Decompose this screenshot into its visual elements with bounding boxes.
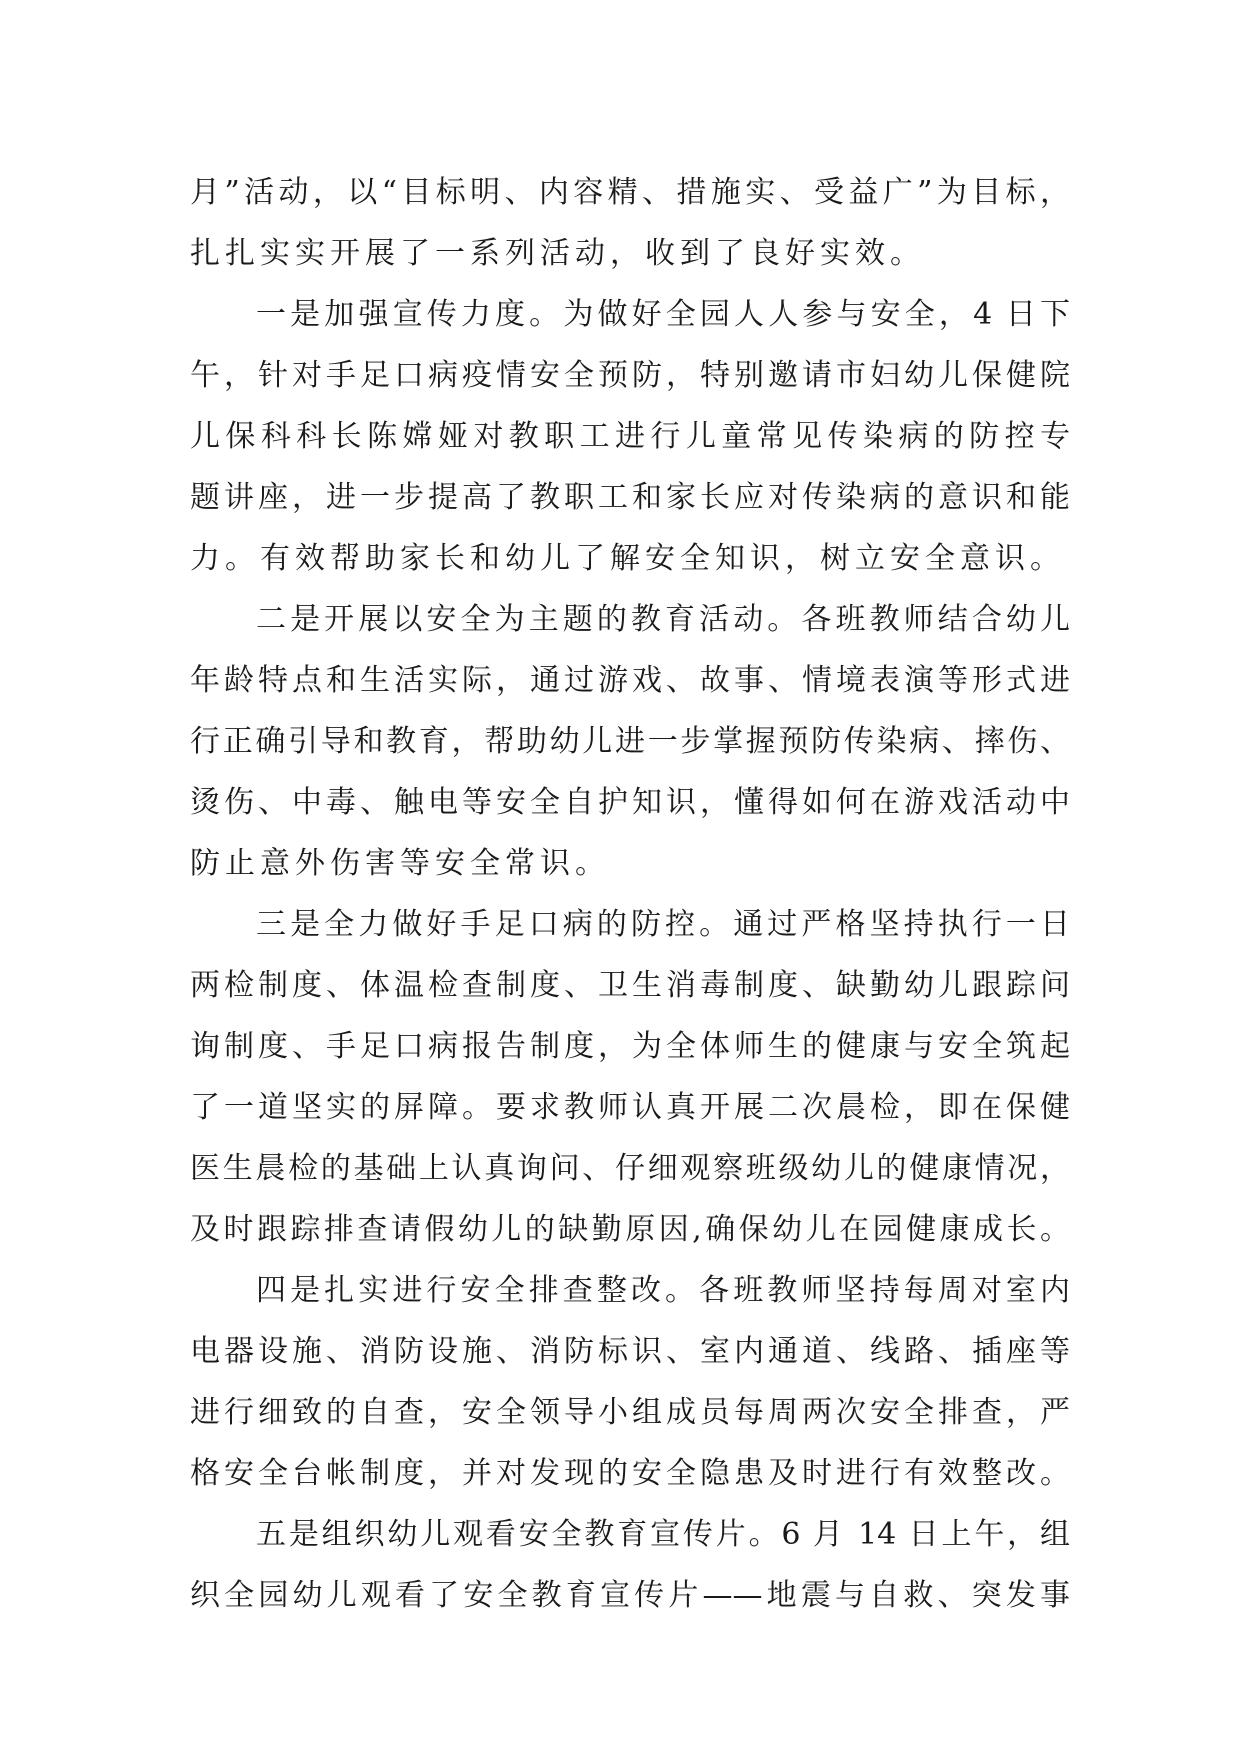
text-line: 扎扎实实开展了一系列活动，收到了良好实效。 [190,236,925,271]
text-line: 及时跟踪排查请假幼儿的缺勤原因,确保幼儿在园健康成长。 [190,1212,1070,1247]
text-line: 防止意外伤害等安全常识。 [190,846,610,881]
text-line: 年龄特点和生活实际，通过游戏、故事、情境表演等形式进 [190,663,1070,698]
text-line: 电器设施、消防设施、消防标识、室内通道、线路、插座等 [190,1334,1070,1369]
text-line: 格安全台帐制度，并对发现的安全隐患及时进行有效整改。 [190,1456,1070,1491]
text-line: 织全园幼儿观看了安全教育宣传片——地震与自救、突发事 [190,1578,1070,1613]
text-line: 四是扎实进行安全排查整改。各班教师坚持每周对室内 [256,1273,1070,1308]
text-line: 一是加强宣传力度。为做好全园人人参与安全，4 日下 [256,297,1070,332]
text-line: 力。有效帮助家长和幼儿了解安全知识，树立安全意识。 [190,541,1065,576]
text-line: 五是组织幼儿观看安全教育宣传片。6 月 14 日上午，组 [256,1517,1070,1552]
text-line: 进行细致的自查，安全领导小组成员每周两次安全排查，严 [190,1395,1070,1430]
text-line: 月”活动，以“目标明、内容精、措施实、受益广”为目标， [190,175,1070,210]
text-line: 询制度、手足口病报告制度，为全体师生的健康与安全筑起 [190,1029,1070,1064]
document-body [190,162,1070,1626]
text-line: 午，针对手足口病疫情安全预防，特别邀请市妇幼儿保健院 [190,358,1070,393]
text-line: 两检制度、体温检查制度、卫生消毒制度、缺勤幼儿跟踪问 [190,968,1070,1003]
text-line: 题讲座，进一步提高了教职工和家长应对传染病的意识和能 [190,480,1070,515]
text-line: 三是全力做好手足口病的防控。通过严格坚持执行一日 [256,907,1070,942]
text-line: 二是开展以安全为主题的教育活动。各班教师结合幼儿 [256,602,1070,637]
text-line: 儿保科科长陈嫦娅对教职工进行儿童常见传染病的防控专 [190,419,1070,454]
text-line: 了一道坚实的屏障。要求教师认真开展二次晨检，即在保健 [190,1090,1070,1125]
text-line: 烫伤、中毒、触电等安全自护知识，懂得如何在游戏活动中 [190,785,1070,820]
text-line: 医生晨检的基础上认真询问、仔细观察班级幼儿的健康情况， [190,1151,1070,1186]
text-line: 行正确引导和教育，帮助幼儿进一步掌握预防传染病、摔伤、 [190,724,1070,759]
